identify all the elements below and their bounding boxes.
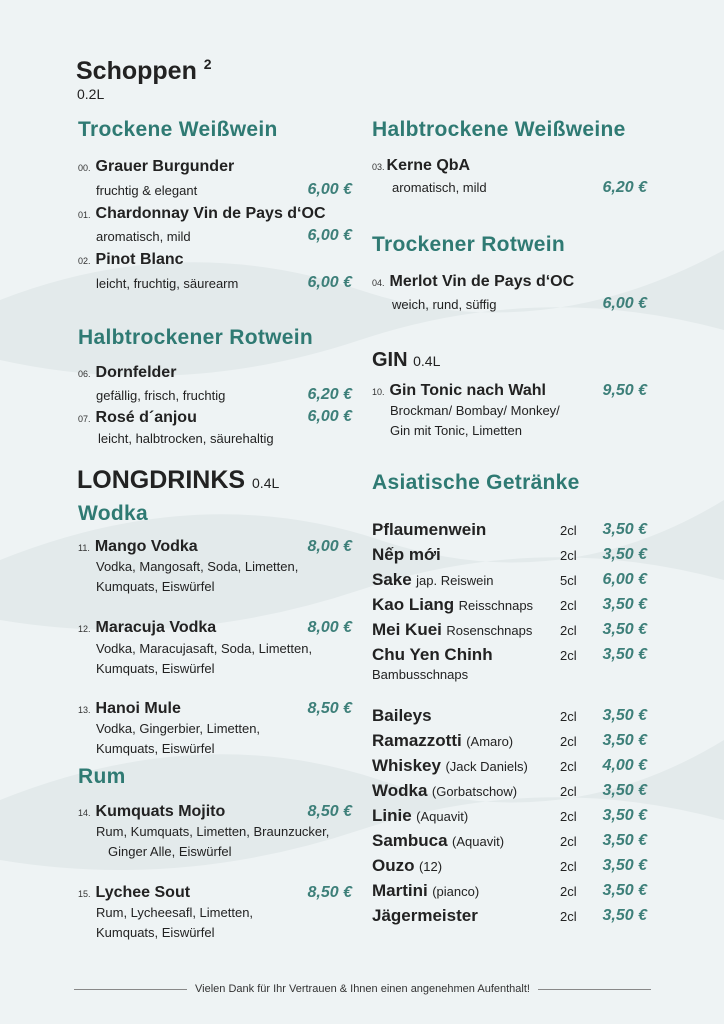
drink-volume: 2cl (560, 734, 577, 749)
item-price: 6,00 € (307, 274, 352, 291)
drink-price: 3,50 € (602, 646, 647, 663)
menu-item: 11. Mango Vodka (78, 538, 198, 555)
schoppen-superscript: 2 (203, 56, 212, 72)
divider (538, 989, 651, 990)
drink-price: 3,50 € (602, 782, 647, 799)
item-price: 8,00 € (307, 538, 352, 555)
section-heading: Rum (78, 765, 126, 788)
drink-name: Ramazzotti (372, 731, 462, 750)
menu-item: 14. Kumquats Mojito (78, 803, 226, 820)
menu-item: 01. Chardonnay Vin de Pays d‘OC (78, 205, 326, 222)
item-description: Kumquats, Eiswürfel (96, 741, 215, 756)
drink-volume: 2cl (560, 809, 577, 824)
item-description: fruchtig & elegant (96, 183, 198, 198)
item-description: Brockman/ Bombay/ Monkey/ (390, 403, 560, 418)
drink-price: 3,50 € (602, 707, 647, 724)
item-description: leicht, fruchtig, säurearm (96, 276, 239, 291)
menu-item: 07. Rosé d´anjou (78, 409, 197, 426)
drink-volume: 2cl (560, 759, 577, 774)
drink-note: (Gorbatschow) (431, 784, 518, 799)
footer (74, 983, 651, 995)
drink-volume: 2cl (560, 784, 577, 799)
item-description: weich, rund, süffig (392, 297, 497, 312)
drink-name: Baileys (372, 706, 432, 725)
item-description: Vodka, Gingerbier, Limetten, (96, 721, 261, 736)
drink-price: 3,50 € (602, 732, 647, 749)
item-price: 6,00 € (307, 408, 352, 425)
menu-item: 10. Gin Tonic nach Wahl (372, 382, 546, 399)
item-price: 8,50 € (307, 700, 352, 717)
drink-name: Whiskey (372, 756, 441, 775)
drink-name: Jägermeister (372, 906, 478, 925)
drink-volume: 2cl (560, 548, 577, 563)
drink-name: Sambuca (372, 831, 448, 850)
menu-item: 15. Lychee Sout (78, 884, 191, 901)
drink-volume: 2cl (560, 709, 577, 724)
drink-note: Bambusschnaps (372, 667, 469, 682)
drink-name: Ouzo (372, 856, 415, 875)
item-description: Vodka, Mangosaft, Soda, Limetten, (96, 559, 299, 574)
drink-price: 3,50 € (602, 882, 647, 899)
longdrinks-title: LONGDRINKS 0.4L (77, 466, 280, 494)
item-description: Rum, Lycheesafl, Limetten, (96, 905, 254, 920)
gin-title: GIN 0.4L (372, 349, 441, 371)
drink-price: 3,50 € (602, 521, 647, 538)
drink-note: (Jack Daniels) (445, 759, 528, 774)
drink-note: jap. Reiswein (416, 573, 494, 588)
drink-volume: 2cl (560, 884, 577, 899)
drink-price: 3,50 € (602, 832, 647, 849)
item-description: aromatisch, mild (392, 180, 487, 195)
drink-row (372, 881, 479, 902)
section-heading: Halbtrockene Weißweine (372, 118, 626, 141)
drink-volume: 2cl (560, 523, 577, 538)
divider (74, 989, 187, 990)
drink-volume: 2cl (560, 648, 577, 663)
drink-name: Pflaumenwein (372, 520, 487, 539)
drink-volume: 5cl (560, 573, 577, 588)
item-description: Vodka, Maracujasaft, Soda, Limetten, (96, 641, 313, 656)
drink-name: Linie (372, 806, 412, 825)
drink-name: Martini (372, 881, 428, 900)
drink-note: Rosenschnaps (446, 623, 533, 638)
item-price: 6,20 € (307, 386, 352, 403)
drink-price: 3,50 € (602, 857, 647, 874)
section-heading: Trockene Weißwein (78, 118, 278, 141)
menu-item: 12. Maracuja Vodka (78, 619, 217, 636)
drink-price: 3,50 € (602, 621, 647, 638)
drink-row (372, 856, 442, 877)
drink-row (372, 645, 493, 666)
drink-price: 6,00 € (602, 571, 647, 588)
drink-note: (Amaro) (466, 734, 514, 749)
drink-row (372, 570, 493, 591)
drink-volume: 2cl (560, 834, 577, 849)
item-price: 6,20 € (602, 179, 647, 196)
drink-name: Wodka (372, 781, 428, 800)
drink-price: 3,50 € (602, 907, 647, 924)
item-price: 6,00 € (307, 227, 352, 244)
drink-price: 3,50 € (602, 546, 647, 563)
item-description: Rum, Kumquats, Limetten, Braunzucker, (96, 824, 330, 839)
drink-name: Kao Liang (372, 595, 455, 614)
drink-note: (Aquavit) (416, 809, 469, 824)
drink-price: 3,50 € (602, 807, 647, 824)
item-description: Ginger Alle, Eiswürfel (108, 844, 232, 859)
item-price: 8,50 € (307, 803, 352, 820)
drink-name: Nếp mới (372, 545, 441, 564)
drink-name: Chu Yen Chinh (372, 645, 493, 664)
drink-name: Sake (372, 570, 412, 589)
drink-row (372, 731, 513, 752)
item-description: Kumquats, Eiswürfel (96, 579, 215, 594)
item-description: leicht, halbtrocken, säurehaltig (98, 431, 274, 446)
item-description: aromatisch, mild (96, 229, 191, 244)
drink-name: Mei Kuei (372, 620, 442, 639)
section-heading: Halbtrockener Rotwein (78, 326, 314, 349)
drink-row (372, 520, 486, 541)
menu-item: 03. Kerne QbA (372, 157, 471, 174)
drink-note: (12) (418, 859, 443, 874)
drink-row (372, 620, 532, 641)
drink-row (372, 706, 432, 727)
item-price: 8,00 € (307, 619, 352, 636)
drink-volume: 2cl (560, 623, 577, 638)
drink-volume: 2cl (560, 909, 577, 924)
item-price: 9,50 € (602, 382, 647, 399)
schoppen-title: Schoppen $^2$ (76, 56, 212, 85)
drink-volume: 2cl (560, 598, 577, 613)
drink-note: (Aquavit) (452, 834, 505, 849)
item-description: Kumquats, Eiswürfel (96, 661, 215, 676)
section-heading: Trockener Rotwein (372, 233, 565, 256)
footer-text: Vielen Dank für Ihr Vertrauen & Ihnen einen angenehmen Aufenthalt! (195, 983, 530, 995)
item-description: Gin mit Tonic, Limetten (390, 423, 522, 438)
menu-item: 06. Dornfelder (78, 364, 177, 381)
drink-row (372, 831, 504, 852)
drink-note: (pianco) (432, 884, 480, 899)
section-heading: Wodka (78, 502, 148, 525)
item-description: Kumquats, Eiswürfel (96, 925, 215, 940)
drink-price: 4,00 € (602, 757, 647, 774)
section-heading: Asiatische Getränke (372, 471, 580, 494)
drink-row (372, 756, 528, 777)
menu-item: 04. Merlot Vin de Pays d‘OC (372, 273, 575, 290)
drink-row (372, 781, 517, 802)
drink-price: 3,50 € (602, 596, 647, 613)
item-description: gefällig, frisch, fruchtig (96, 388, 226, 403)
menu-item: 00. Grauer Burgunder (78, 158, 235, 175)
drink-row (372, 806, 468, 827)
item-price: 6,00 € (307, 181, 352, 198)
drink-row (372, 545, 441, 566)
drink-volume: 2cl (560, 859, 577, 874)
item-price: 6,00 € (602, 295, 647, 312)
menu-item: 02. Pinot Blanc (78, 251, 184, 268)
item-price: 8,50 € (307, 884, 352, 901)
drink-row (372, 906, 478, 927)
menu-item: 13. Hanoi Mule (78, 700, 181, 717)
drink-note: Reisschnaps (458, 598, 534, 613)
schoppen-volume: 0.2L (77, 86, 105, 102)
drink-row (372, 595, 533, 616)
